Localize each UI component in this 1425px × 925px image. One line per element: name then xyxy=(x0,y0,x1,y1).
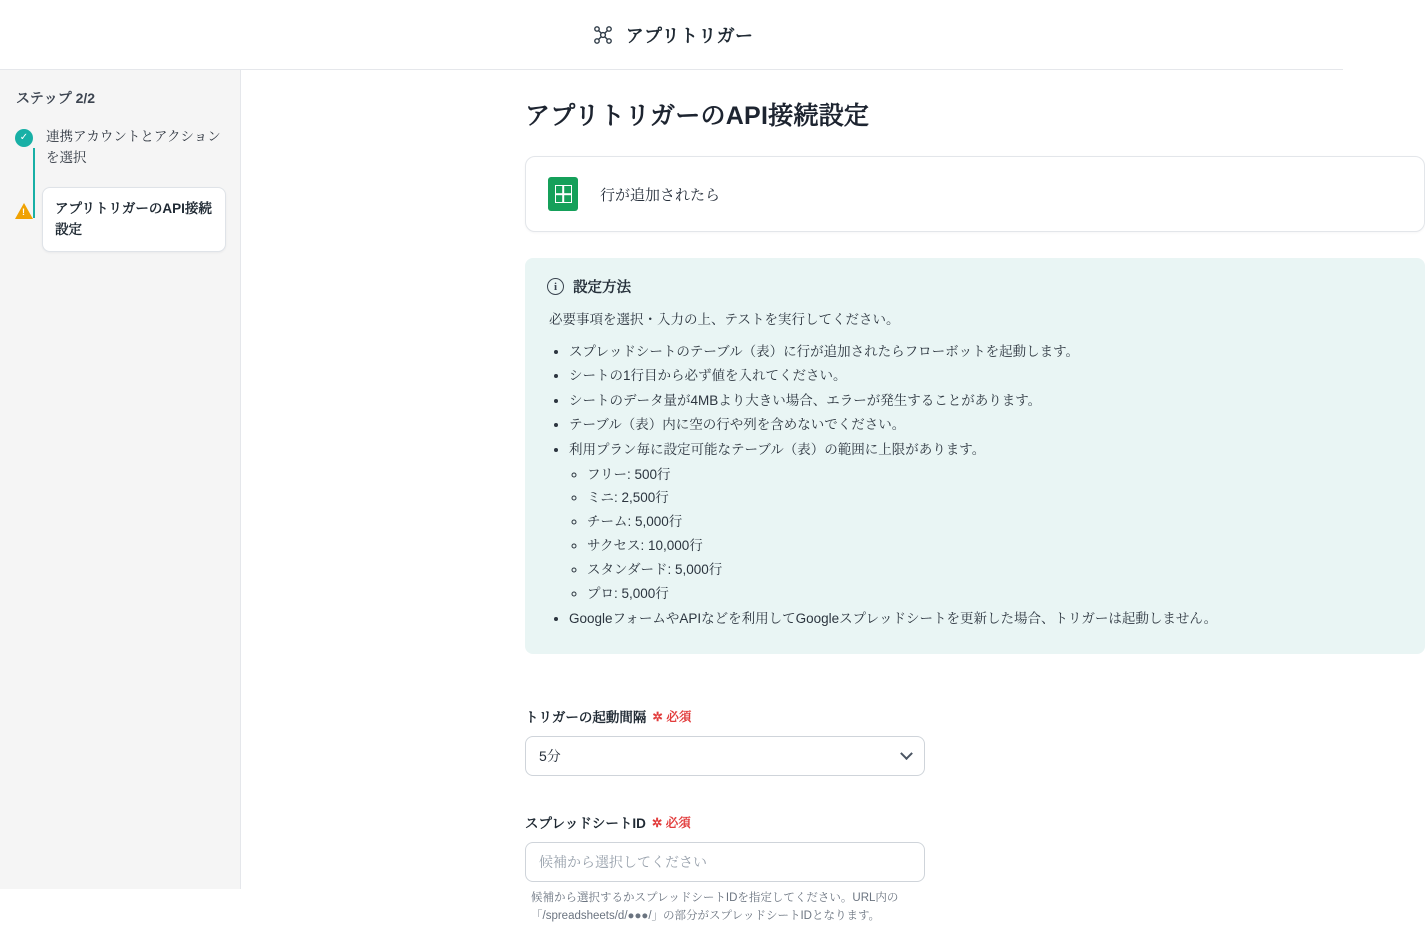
sidebar-item-label: アプリトリガーのAPI接続設定 xyxy=(55,200,212,237)
main-content xyxy=(241,70,1343,925)
list-item xyxy=(587,583,1403,605)
list-item-text: GoogleフォームやAPIなどを利用してGoogleスプレッドシートを更新した場合、トリガーは起動しません。 xyxy=(569,610,1218,626)
info-bullet-list xyxy=(547,341,1403,630)
list-item-text: シートのデータ量が4MBより大きい場合、エラーが発生することがあります。 xyxy=(569,392,1042,408)
list-item-text: スプレッドシートのテーブル（表）に行が追加されたらフローボットを起動します。 xyxy=(569,343,1080,359)
info-lead: 必要事項を選択・入力の上、テストを実行してください。 xyxy=(549,312,900,327)
list-item xyxy=(569,341,1403,363)
list-item xyxy=(587,487,1403,509)
warning-triangle-icon xyxy=(14,201,34,221)
field-spreadsheet-id xyxy=(525,812,1343,925)
list-item-text: フリー: 500行 xyxy=(587,466,671,482)
list-item-text: 利用プラン毎に設定可能なテーブル（表）の範囲に上限があります。 xyxy=(569,441,986,457)
list-item xyxy=(569,414,1403,436)
brand xyxy=(590,22,754,48)
list-item-text: サクセス: 10,000行 xyxy=(587,538,703,554)
trigger-name: 行が追加されたら xyxy=(600,186,721,204)
field-label xyxy=(525,812,1343,832)
list-item xyxy=(587,511,1403,533)
list-item-text: プロ: 5,000行 xyxy=(587,585,669,601)
list-item-text: チーム: 5,000行 xyxy=(587,514,683,530)
info-header xyxy=(547,276,1403,297)
sidebar-item-api-settings[interactable] xyxy=(42,187,226,252)
field-label-text: トリガーの起動間隔 xyxy=(525,710,647,726)
list-item xyxy=(587,464,1403,486)
list-item xyxy=(569,390,1403,412)
info-box xyxy=(525,258,1425,654)
list-item xyxy=(569,365,1403,387)
plan-limit-list xyxy=(569,464,1403,605)
sidebar-item-select-account[interactable] xyxy=(14,126,226,169)
list-item-text: スタンダード: 5,000行 xyxy=(587,562,723,577)
sidebar xyxy=(0,70,241,889)
step-counter: ステップ 2/2 xyxy=(16,90,96,106)
info-title: 設定方法 xyxy=(573,280,631,296)
list-item-text: ミニ: 2,500行 xyxy=(587,490,669,506)
required-badge: ✲ 必須 xyxy=(652,710,692,725)
network-nodes-icon xyxy=(590,22,616,48)
list-item xyxy=(569,608,1403,630)
spreadsheet-id-input[interactable] xyxy=(525,842,925,882)
info-icon: i xyxy=(547,278,564,295)
step-list xyxy=(14,126,226,252)
list-item xyxy=(587,559,1403,581)
trigger-interval-select[interactable] xyxy=(525,736,925,776)
list-item-text: シートの1行目から必ず値を入れてください。 xyxy=(569,368,847,384)
spreadsheet-id-help: 候補から選択するかスプレッドシートIDを指定してください。URL内の「/spreadsheets/d/●●●/」の部分がスプレッドシートIDとなります。 xyxy=(531,892,899,922)
app-title: アプリトリガー xyxy=(625,25,754,46)
app-header xyxy=(0,0,1343,70)
field-label-text: スプレッドシートID xyxy=(525,816,646,832)
page-title: アプリトリガーのAPI接続設定 xyxy=(525,102,870,130)
check-circle-icon: ✓ xyxy=(14,128,34,148)
google-sheets-icon xyxy=(548,177,578,211)
list-item-text: テーブル（表）内に空の行や列を含めないでください。 xyxy=(569,417,906,433)
field-trigger-interval xyxy=(525,706,1343,776)
trigger-card[interactable] xyxy=(525,156,1425,232)
main-panel xyxy=(241,70,1343,922)
list-item xyxy=(569,439,1403,605)
list-item xyxy=(587,535,1403,557)
field-label xyxy=(525,706,1343,726)
chevron-down-icon xyxy=(900,747,913,760)
sidebar-item-label: 連携アカウントとアクションを選択 xyxy=(46,129,221,165)
required-badge: ✲ 必須 xyxy=(651,816,691,831)
trigger-interval-value: 5分 xyxy=(539,748,561,765)
